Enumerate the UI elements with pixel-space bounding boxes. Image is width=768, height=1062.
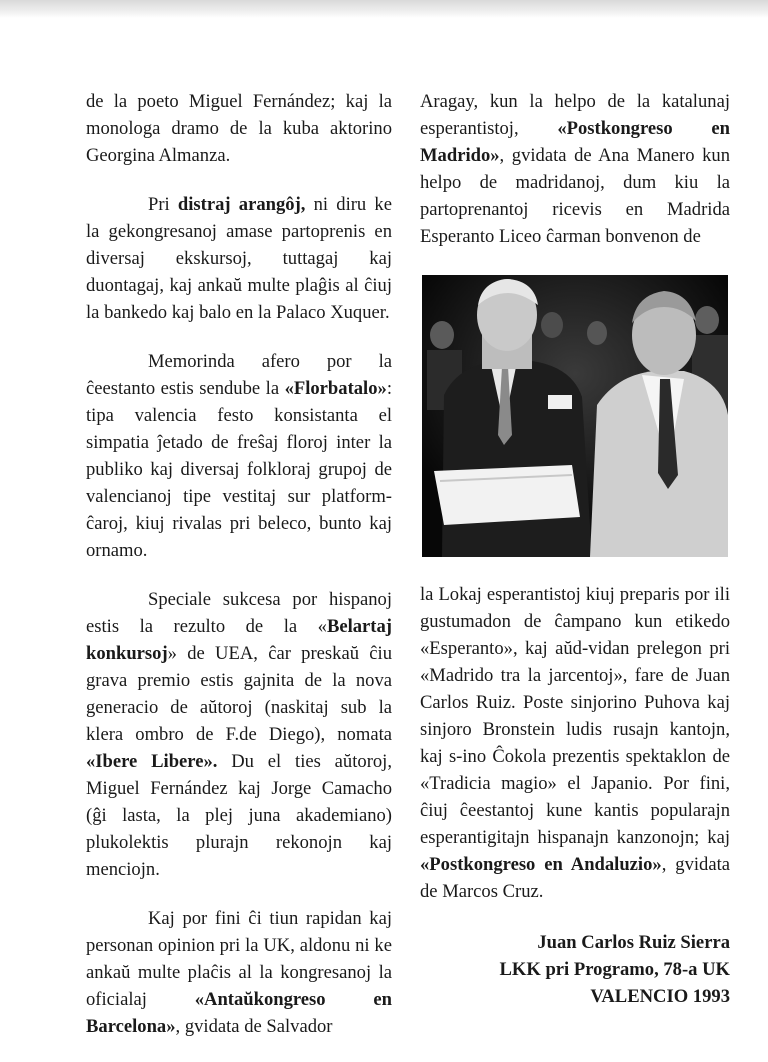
scan-top-edge bbox=[0, 0, 768, 18]
photo-illustration bbox=[422, 275, 728, 557]
place-year: VALENCIO 1993 bbox=[590, 986, 730, 1007]
bold-postkongreso-madrido: «Postkongreso en Madrido» bbox=[420, 118, 730, 166]
bold-antaukongreso: «Antaŭkongreso en Barcelona» bbox=[86, 989, 392, 1037]
bold-ibere-libere: «Ibere Libere». bbox=[86, 751, 218, 772]
bold-florbatalo: «Florbatalo» bbox=[284, 378, 387, 399]
bold-postkongreso-andaluzio: «Postkongreso en Andaluzio» bbox=[420, 854, 662, 875]
bold-belartaj-konkursoj: Belartaj konkursoj bbox=[86, 616, 392, 664]
two-men-portrait-photo bbox=[422, 275, 728, 557]
paragraph-florbatalo: Memorinda afero por la ĉeestanto estis sendube la «Florbatalo»: tipa valencia festo konsistanta el simpatia ĵetado de freŝaj floroj inter la publiko kaj diversaj folkloraj grupoj de valencianoj tipe vestitaj sur platform-ĉaroj, kiuj rivalas pri beleco, bunto kaj ornamo. bbox=[86, 351, 392, 561]
author-role: LKK pri Programo, 78-a UK bbox=[499, 959, 730, 980]
paragraph-lokaj-esperantistoj: la Lokaj esperantistoj kiuj preparis por ili gustumadon de ĉampano kun etikedo «Esperanto», kaj aŭd-vidan prelegon pri «Madrido tra la jarcentoj», fare de Juan Carlos Ruiz. Poste sinjorino Puhova kaj sinjoro Bronstein ludis rusajn kantojn, kaj s-ino Ĉokola prezentis spektaklon de «Tradicia magio» el Japanio. Por fini, ĉiuj ĉeestantoj kune kantis popularajn esperantigitajn hispanajn kanzonojn; kaj «Postkongreso en Andaluzio», gvidata de Marcos Cruz. bbox=[420, 584, 730, 902]
author-signature bbox=[420, 929, 730, 1010]
paragraph-belartaj-konkursoj: Speciale sukcesa por hispanoj estis la rezulto de la «Belartaj konkursoj» de UEA, ĉar preskaŭ ĉiu grava premio estis gajnita de la nova generacio de aŭtoroj (naskitaj sub la klera ombro de F.de Diego), nomata «Ibere Libere». Du el ties aŭtoroj, Miguel Fernández kaj Jorge Camacho (ĝi lasta, la plej juna akademiano) plukolektis plurajn rekonojn kaj menciojn. bbox=[86, 589, 392, 880]
paragraph-monologo: de la poeto Miguel Fernández; kaj la monologa dramo de la kuba aktorino Georgina Almanza. bbox=[86, 91, 392, 166]
right-column bbox=[420, 88, 730, 1010]
author-name: Juan Carlos Ruiz Sierra bbox=[537, 932, 730, 953]
paragraph-distraj-arangoj: Pri distraj arangôj, ni diru ke la gekongresanoj amase partoprenis en diversaj ekskursoj, tuttagaj kaj duontagaj, kaj ankaŭ multe plaĝis al ĉiuj la bankedo kaj balo en la Palaco Xuquer. bbox=[86, 194, 392, 323]
paragraph-antaukongreso: Kaj por fini ĉi tiun rapidan kaj personan opinion pri la UK, aldonu ni ke ankaŭ multe plaĉis al la kongresanoj la oficialaj «Antaŭkongreso en Barcelona», gvidata de Salvador bbox=[86, 908, 392, 1037]
left-column bbox=[86, 88, 392, 1040]
paragraph-postkongreso-madrido: Aragay, kun la helpo de la katalunaj esperantistoj, «Postkongreso en Madrido», gvidata de Ana Manero kun helpo de madridanoj, dum kiu la partoprenantoj ricevis en Madrida Esperanto Liceo ĉarman bonvenon de bbox=[420, 91, 730, 247]
bold-distraj-arangoj: distraj arangôj, bbox=[177, 194, 306, 215]
